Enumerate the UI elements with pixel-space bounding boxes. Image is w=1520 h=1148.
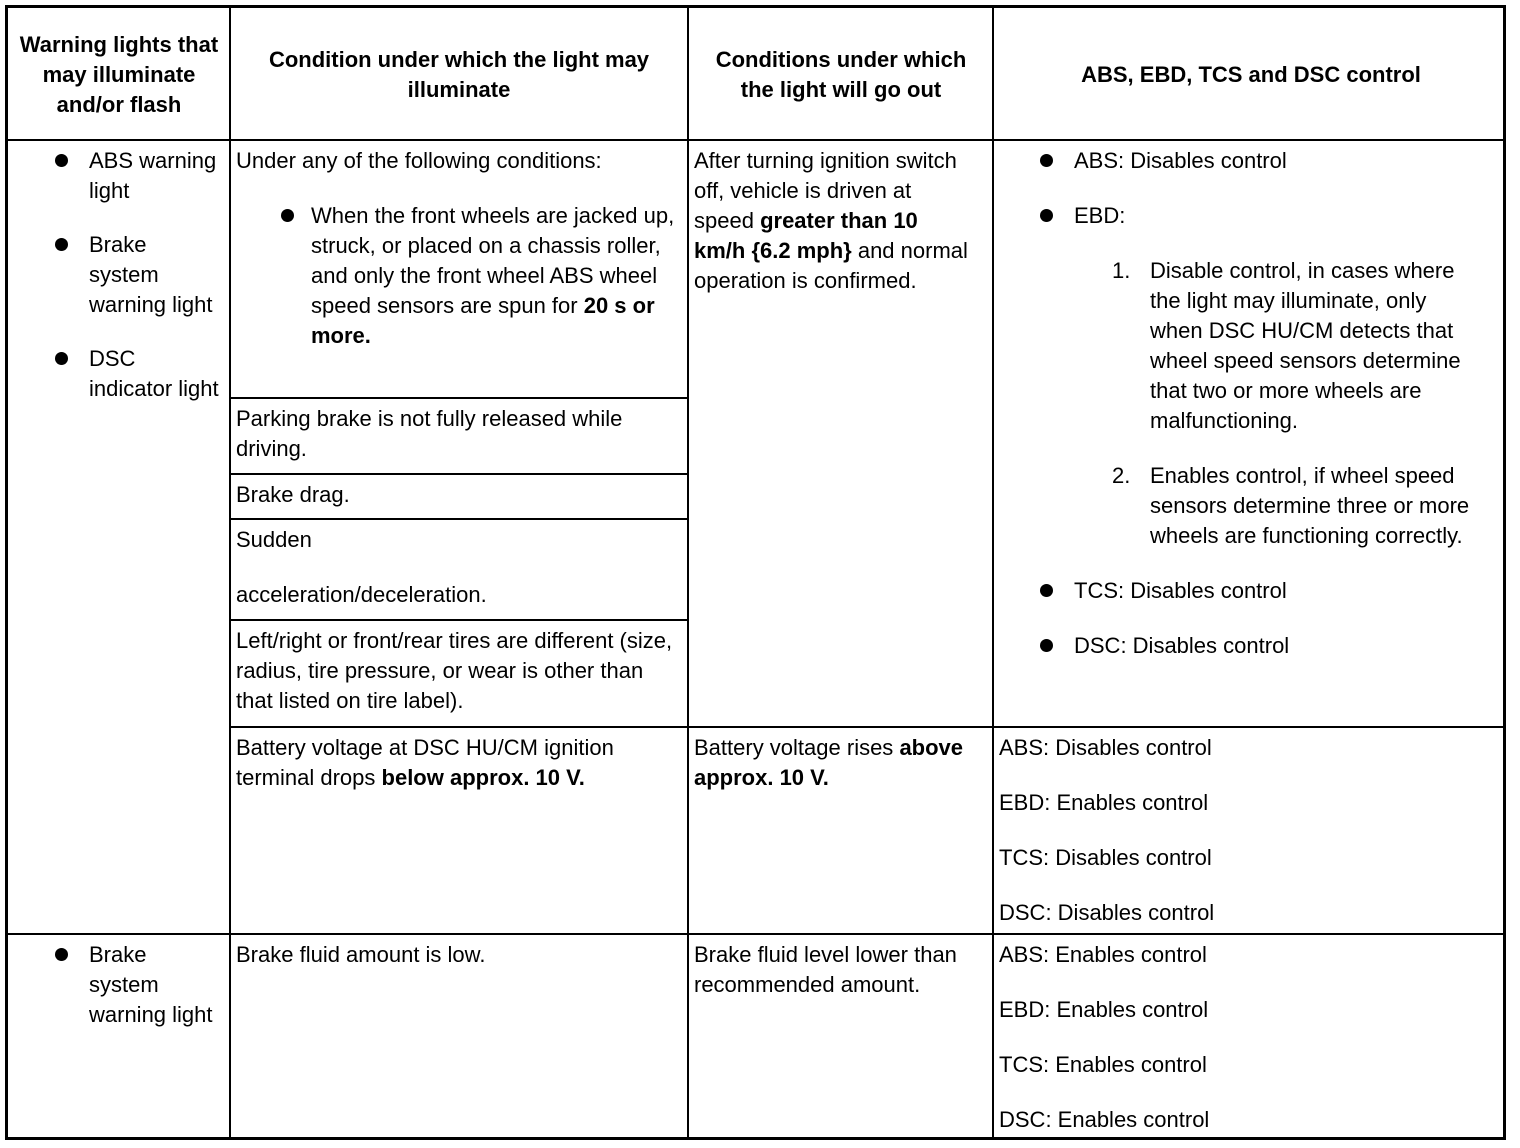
- column-divider: [229, 8, 231, 1137]
- go-out-text-part: Battery voltage rises: [694, 735, 900, 760]
- list-item: [1040, 201, 1500, 231]
- list-item: [55, 230, 219, 320]
- light-label: ABS warning light: [89, 148, 217, 203]
- light-label: DSC indicator light: [89, 346, 219, 401]
- numbered-item: [1112, 461, 1480, 551]
- control-text: Enables control, if wheel speed sensors determine three or more wheels are functioning correctly.: [1150, 463, 1470, 548]
- go-out-cell: [694, 733, 974, 793]
- lights-cell: [55, 146, 225, 404]
- item-number: 1.: [1112, 258, 1131, 283]
- go-out-text-part: After turning ignition switch off, vehicle is driven at speed: [694, 148, 957, 233]
- row-divider: [230, 518, 688, 520]
- list-item: [1040, 576, 1500, 606]
- header-text: Condition under which the light may illuminate: [268, 46, 650, 102]
- lights-cell: [55, 940, 225, 1030]
- go-out-text: [694, 733, 974, 793]
- control-text: EBD:: [1074, 203, 1126, 228]
- row-divider: [8, 139, 1503, 141]
- numbered-item: [1112, 256, 1480, 436]
- row-divider: [230, 473, 688, 475]
- column-divider: [992, 8, 994, 1137]
- light-label: Brake system warning light: [89, 232, 213, 317]
- light-label: Brake system warning light: [89, 942, 213, 1027]
- condition-cell: [236, 626, 682, 716]
- column-divider: [687, 8, 689, 1137]
- condition-text: Brake fluid amount is low.: [236, 942, 486, 967]
- list-item: [1040, 631, 1500, 661]
- item-number: 2.: [1112, 463, 1131, 488]
- list-item: [55, 344, 219, 404]
- control-text: ABS: Enables control: [999, 942, 1207, 967]
- control-cell: [1040, 146, 1500, 661]
- condition-text: Left/right or front/rear tires are different (size, radius, tire pressure, or wear is other than that listed on tire label).: [236, 628, 673, 713]
- condition-cell: [236, 146, 682, 351]
- condition-cell: [236, 404, 682, 464]
- condition-emphasis: 20 s or more.: [311, 293, 655, 348]
- condition-text: Parking brake is not fully released while driving.: [236, 406, 623, 461]
- control-text: EBD: Enables control: [999, 997, 1209, 1022]
- header-text: Conditions under which the light will go out: [715, 46, 967, 102]
- go-out-text: Brake fluid level lower than recommended amount.: [694, 942, 957, 997]
- go-out-emphasis: above approx. 10 V.: [694, 735, 964, 790]
- go-out-text: [694, 146, 974, 296]
- condition-text: Sudden: [236, 527, 312, 552]
- list-item: [55, 146, 219, 206]
- header-text: Warning lights that may illuminate and/or flash: [19, 31, 219, 117]
- control-text: DSC: Enables control: [999, 1107, 1210, 1132]
- control-cell: [999, 940, 1499, 1135]
- condition-intro: Under any of the following conditions:: [236, 148, 602, 173]
- control-text: ABS: Disables control: [1074, 148, 1287, 173]
- row-divider: [230, 619, 688, 621]
- condition-text: Brake drag.: [236, 482, 350, 507]
- control-text: TCS: Disables control: [1074, 578, 1287, 603]
- condition-text: acceleration/deceleration.: [236, 582, 487, 607]
- control-text: TCS: Disables control: [999, 845, 1212, 870]
- go-out-text-part: and normal operation is confirmed.: [694, 238, 968, 293]
- go-out-cell: [694, 940, 964, 1000]
- control-text: Disable control, in cases where the light may illuminate, only when DSC HU/CM detects that wheel speed sensors determine that two or more wheels are malfunctioning.: [1150, 258, 1461, 433]
- list-item: [281, 201, 682, 351]
- list-item: [1040, 146, 1500, 176]
- row-divider: [230, 726, 1503, 728]
- header-control: [997, 12, 1505, 137]
- condition-text: [236, 733, 682, 793]
- condition-emphasis: below approx. 10 V.: [381, 765, 585, 790]
- condition-cell: [236, 733, 682, 793]
- condition-text-part: Battery voltage at DSC HU/CM ignition terminal drops: [236, 735, 614, 790]
- control-text: DSC: Disables control: [999, 900, 1215, 925]
- control-text: ABS: Disables control: [999, 735, 1212, 760]
- header-condition-illuminate: [234, 12, 684, 137]
- condition-cell: [236, 480, 682, 510]
- control-text: DSC: Disables control: [1074, 633, 1290, 658]
- header-text: ABS, EBD, TCS and DSC control: [1081, 61, 1421, 87]
- go-out-emphasis: greater than 10 km/h {6.2 mph}: [694, 208, 918, 263]
- row-divider: [230, 397, 688, 399]
- condition-cell: [236, 525, 682, 610]
- condition-cell: [236, 940, 682, 970]
- condition-text: When the front wheels are jacked up, struck, or placed on a chassis roller, and only the front wheel ABS wheel speed sensors are spun for: [311, 203, 675, 318]
- row-divider: [8, 933, 1503, 935]
- control-text: EBD: Enables control: [999, 790, 1209, 815]
- control-cell: [999, 733, 1499, 928]
- warning-light-table: [5, 5, 1506, 1140]
- list-item: [55, 940, 219, 1030]
- go-out-cell: [694, 146, 974, 296]
- control-text: TCS: Enables control: [999, 1052, 1207, 1077]
- header-condition-go-out: [692, 12, 990, 137]
- header-warning-lights: [12, 12, 226, 137]
